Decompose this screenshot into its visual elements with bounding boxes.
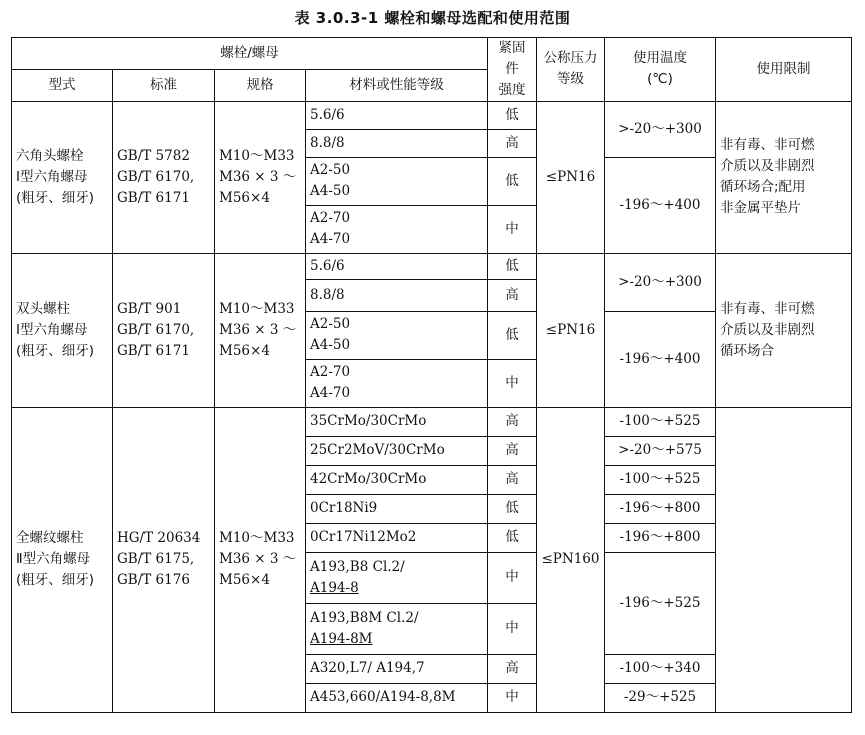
- strength-cell: 低: [488, 311, 537, 359]
- material-cell: 35CrMo/30CrMo: [306, 407, 488, 436]
- material-cell: A193,B8 Cl.2/ A194-8: [306, 552, 488, 603]
- group1-temp1: >-20～+300: [605, 101, 716, 157]
- material-cell: 5.6/6: [306, 101, 488, 129]
- header-group: 螺栓/螺母: [12, 38, 488, 70]
- group3-type: 全螺纹螺柱 Ⅱ型六角螺母 (粗牙、细牙): [12, 407, 113, 712]
- group2-temp1: >-20～+300: [605, 253, 716, 311]
- group2-spec: M10～M33 M36 × 3 ～ M56×4: [215, 253, 306, 407]
- strength-cell: 高: [488, 129, 537, 157]
- header-material: 材料或性能等级: [306, 70, 488, 101]
- table-row: [12, 101, 852, 129]
- strength-cell: 高: [488, 654, 537, 683]
- header-strength: 紧固件 强度: [488, 38, 537, 102]
- bolt-nut-table: [11, 37, 852, 713]
- group2-temp2: -196～+400: [605, 311, 716, 407]
- temp-cell: -29～+525: [605, 683, 716, 712]
- temp-cell: -100～+525: [605, 465, 716, 494]
- material-cell: 42CrMo/30CrMo: [306, 465, 488, 494]
- material-cell: 8.8/8: [306, 129, 488, 157]
- strength-cell: 低: [488, 523, 537, 552]
- material-cell: A2-50 A4-50: [306, 311, 488, 359]
- group3-spec: M10～M33 M36 × 3 ～ M56×4: [215, 407, 306, 712]
- material-cell: A2-50 A4-50: [306, 157, 488, 205]
- table-row: [12, 407, 852, 436]
- header-pressure: 公称压力 等级: [537, 38, 605, 102]
- strength-cell: 高: [488, 279, 537, 311]
- material-cell: 0Cr17Ni12Mo2: [306, 523, 488, 552]
- temp-cell: -100～+525: [605, 407, 716, 436]
- strength-cell: 高: [488, 465, 537, 494]
- group2-pressure: ≤PN16: [537, 253, 605, 407]
- header-temp: 使用温度 (℃): [605, 38, 716, 102]
- group1-temp2: -196～+400: [605, 157, 716, 253]
- group3-limit: [716, 407, 852, 712]
- strength-cell: 中: [488, 359, 537, 407]
- group2-type: 双头螺柱 Ⅰ型六角螺母 (粗牙、细牙): [12, 253, 113, 407]
- group1-standard: GB/T 5782 GB/T 6170, GB/T 6171: [113, 101, 215, 253]
- header-limit: 使用限制: [716, 38, 852, 102]
- material-cell: A320,L7/ A194,7: [306, 654, 488, 683]
- strength-cell: 高: [488, 407, 537, 436]
- temp-cell: -196～+525: [605, 552, 716, 654]
- material-cell: A2-70 A4-70: [306, 359, 488, 407]
- material-cell: 25Cr2MoV/30CrMo: [306, 436, 488, 465]
- strength-cell: 低: [488, 494, 537, 523]
- material-cell: A193,B8M Cl.2/ A194-8M: [306, 603, 488, 654]
- group1-type: 六角头螺栓 Ⅰ型六角螺母 (粗牙、细牙): [12, 101, 113, 253]
- strength-cell: 低: [488, 101, 537, 129]
- header-row-1: [12, 38, 852, 70]
- temp-cell: -196～+800: [605, 523, 716, 552]
- temp-cell: -196～+800: [605, 494, 716, 523]
- group3-standard: HG/T 20634 GB/T 6175, GB/T 6176: [113, 407, 215, 712]
- strength-cell: 中: [488, 683, 537, 712]
- material-cell: 5.6/6: [306, 253, 488, 279]
- header-type: 型式: [12, 70, 113, 101]
- strength-cell: 低: [488, 157, 537, 205]
- strength-cell: 中: [488, 205, 537, 253]
- material-cell: A453,660/A194-8,8M: [306, 683, 488, 712]
- material-cell: 8.8/8: [306, 279, 488, 311]
- temp-cell: -100～+340: [605, 654, 716, 683]
- table-row: [12, 253, 852, 279]
- group1-pressure: ≤PN16: [537, 101, 605, 253]
- group2-standard: GB/T 901 GB/T 6170, GB/T 6171: [113, 253, 215, 407]
- material-cell: 0Cr18Ni9: [306, 494, 488, 523]
- strength-cell: 低: [488, 253, 537, 279]
- group3-pressure: ≤PN160: [537, 407, 605, 712]
- material-cell: A2-70 A4-70: [306, 205, 488, 253]
- header-spec: 规格: [215, 70, 306, 101]
- group2-limit: 非有毒、非可燃 介质以及非剧烈 循环场合: [716, 253, 852, 407]
- temp-cell: >-20～+575: [605, 436, 716, 465]
- table-title: 表 3.0.3-1 螺栓和螺母选配和使用范围: [294, 9, 571, 27]
- strength-cell: 中: [488, 603, 537, 654]
- header-standard: 标准: [113, 70, 215, 101]
- group1-spec: M10～M33 M36 × 3 ～ M56×4: [215, 101, 306, 253]
- strength-cell: 高: [488, 436, 537, 465]
- strength-cell: 中: [488, 552, 537, 603]
- group1-limit: 非有毒、非可燃 介质以及非剧烈 循环场合;配用 非金属平垫片: [716, 101, 852, 253]
